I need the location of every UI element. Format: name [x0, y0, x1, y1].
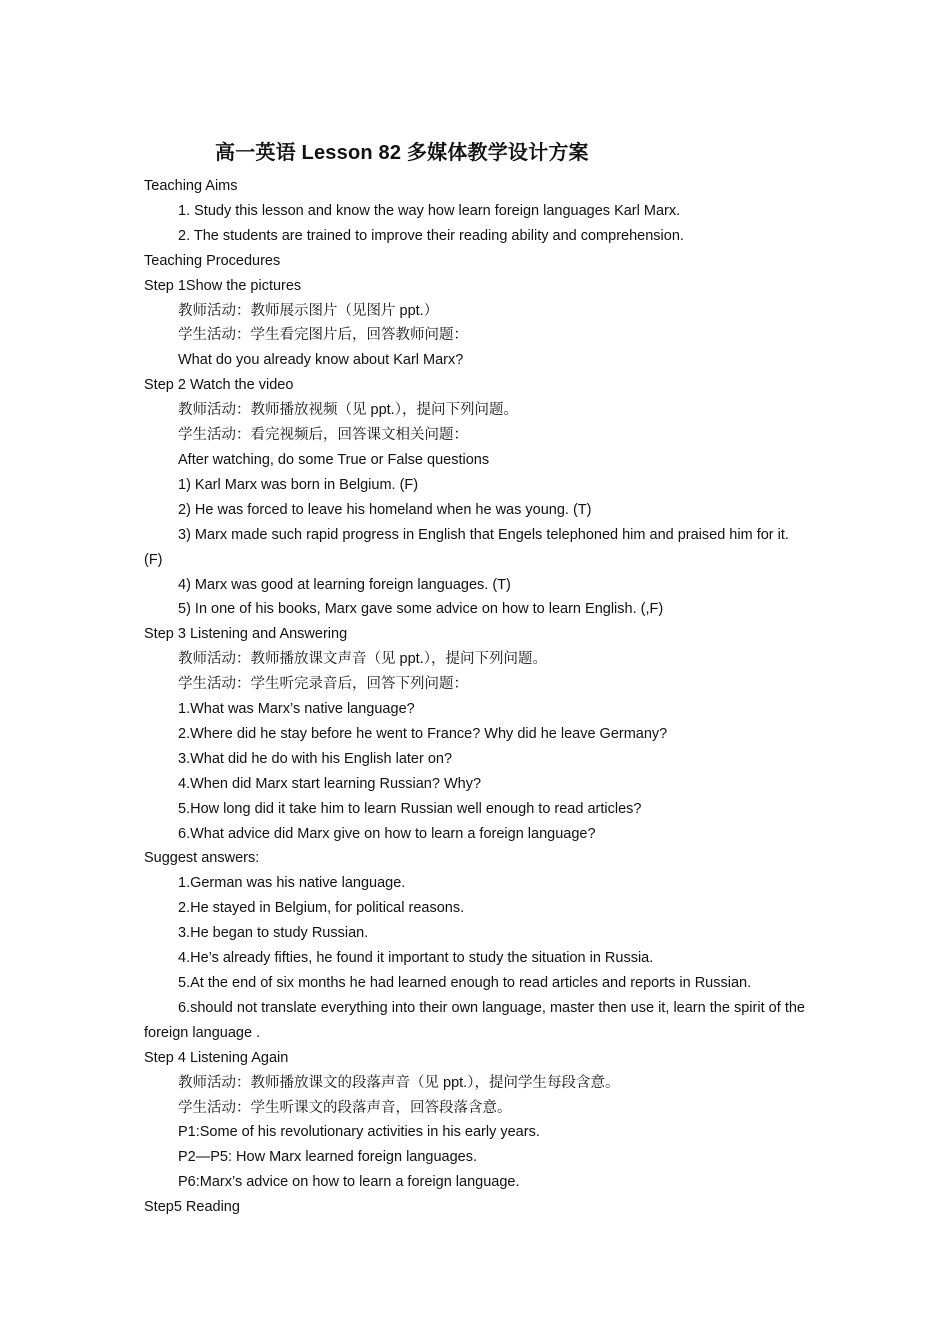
tf-item: 1) Karl Marx was born in Belgium. (F) [178, 476, 419, 493]
step4-teacher-activity: 教师活动：教师播放课文的段落声音（见 ppt.），提问学生每段含意。 [178, 1074, 620, 1091]
step1-heading: Step 1Show the pictures [144, 277, 302, 294]
procedures-heading: Teaching Procedures [144, 252, 281, 269]
teaching-aims-heading: Teaching Aims [144, 178, 238, 194]
step3-teacher-activity: 教师活动：教师播放课文声音（见 ppt.），提问下列问题。 [178, 651, 547, 668]
document-body [144, 174, 805, 1220]
document-title: 高一英语 Lesson 82 多媒体教学设计方案 [215, 142, 589, 164]
answers-heading: Suggest answers: [144, 850, 260, 867]
step3-heading: Step 3 Listening and Answering [144, 626, 348, 643]
tf-item: 2) He was forced to leave his homeland when he was young. (T) [178, 501, 592, 518]
paragraph-meaning-item: P6:Marx’s advice on how to learn a foreign language. [178, 1174, 520, 1191]
paragraph-meaning-item: P2—P5: How Marx learned foreign languages. [178, 1149, 478, 1166]
question-item: 1.What was Marx’s native language? [178, 701, 415, 718]
question-item: 2.Where did he stay before he went to France? Why did he leave Germany? [178, 725, 668, 742]
answer-item: 4.He’s already fifties, he found it important to study the situation in Russia. [178, 950, 654, 967]
tf-item: 3) Marx made such rapid progress in English that Engels telephoned him and praised him for it. (F) [144, 526, 789, 568]
answer-item: 5.At the end of six months he had learned enough to read articles and reports in Russian. [178, 975, 752, 991]
aim-item: 2. The students are trained to improve their reading ability and comprehension. [178, 227, 684, 244]
question-item: 4.When did Marx start learning Russian? Why? [178, 775, 482, 792]
question-item: 6.What advice did Marx give on how to learn a foreign language? [178, 825, 596, 842]
step2-intro: After watching, do some True or False questions [178, 451, 490, 468]
paragraph-meaning-item: P1:Some of his revolutionary activities in his early years. [178, 1124, 540, 1141]
step2-student-activity: 学生活动：看完视频后，回答课文相关问题： [178, 427, 468, 444]
step4-heading: Step 4 Listening Again [144, 1049, 289, 1066]
answer-item: 1.German was his native language. [178, 875, 406, 892]
question-item: 5.How long did it take him to learn Russian well enough to read articles? [178, 800, 642, 817]
tf-item: 4) Marx was good at learning foreign languages. (T) [178, 576, 511, 593]
answer-item: 6.should not translate everything into their own language, master then use it, learn the spirit of the foreign language . [144, 999, 805, 1041]
step1-teacher-activity: 教师活动：教师展示图片（见图片 ppt.） [178, 302, 439, 319]
aim-item: 1. Study this lesson and know the way how learn foreign languages Karl Marx. [178, 202, 681, 219]
question-item: 3.What did he do with his English later on? [178, 750, 453, 767]
step2-heading: Step 2 Watch the video [144, 377, 294, 394]
step5-heading: Step5 Reading [144, 1199, 240, 1216]
step4-student-activity: 学生活动：学生听课文的段落声音，回答段落含意。 [178, 1099, 512, 1116]
tf-item: 5) In one of his books, Marx gave some advice on how to learn English. (,F) [178, 601, 664, 618]
step2-teacher-activity: 教师活动：教师播放视频（见 ppt.），提问下列问题。 [178, 402, 518, 419]
step1-question: What do you already know about Karl Marx? [178, 352, 464, 369]
answer-item: 3.He began to study Russian. [178, 925, 369, 942]
step3-student-activity: 学生活动：学生听完录音后，回答下列问题： [178, 676, 468, 693]
step1-student-activity: 学生活动：学生看完图片后，回答教师问题： [178, 327, 468, 344]
answer-item: 2.He stayed in Belgium, for political reasons. [178, 900, 465, 917]
